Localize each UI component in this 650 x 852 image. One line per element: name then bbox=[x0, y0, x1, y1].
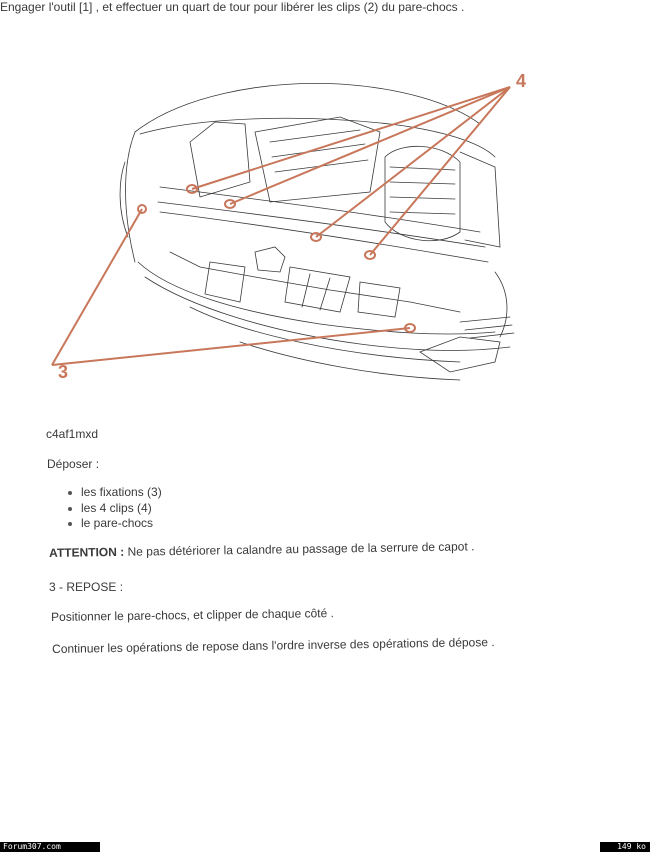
callout-label-3: 3 bbox=[58, 362, 69, 382]
car-front-line-art bbox=[120, 83, 514, 380]
warning-body: Ne pas détériorer la calandre au passage de la serrure de capot . bbox=[127, 539, 475, 559]
list-item: les 4 clips (4) bbox=[66, 501, 162, 517]
footer-site-label: Forum307.com bbox=[0, 842, 100, 852]
bumper-diagram bbox=[40, 62, 540, 392]
remove-heading: Déposer : bbox=[47, 457, 100, 471]
figure-code: c4af1mxd bbox=[46, 427, 99, 441]
intro-text: Engager l'outil [1] , et effectuer un quart de tour pour libérer les clips (2) du pare-chocs . bbox=[0, 0, 465, 14]
refit-step-2: Continuer les opérations de repose dans l'ordre inverse des opérations de dépose . bbox=[52, 635, 495, 656]
list-item: le pare-chocs bbox=[66, 516, 162, 532]
refit-heading: 3 - REPOSE : bbox=[49, 580, 124, 594]
list-item: les fixations (3) bbox=[66, 485, 162, 501]
callout-label-4: 4 bbox=[516, 71, 527, 91]
footer-file-size: 149 ko bbox=[600, 842, 650, 852]
warning-label: ATTENTION : bbox=[49, 544, 125, 560]
refit-step-1: Positionner le pare-chocs, et clipper de chaque côté . bbox=[51, 606, 335, 624]
remove-list bbox=[66, 485, 162, 532]
warning-text bbox=[49, 539, 474, 560]
